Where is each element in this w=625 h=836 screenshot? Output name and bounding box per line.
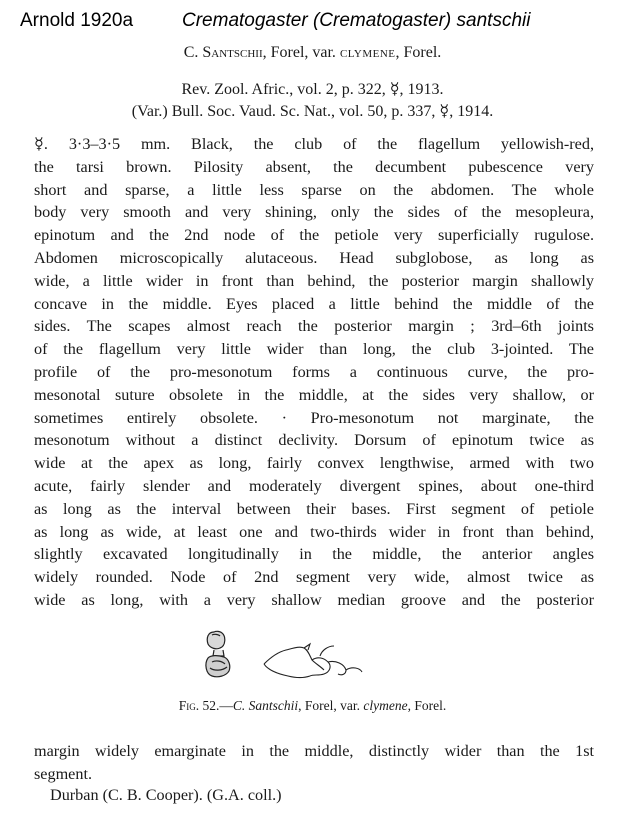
description-line: as long as wide, at least one and two-thirds wider in front than behind, bbox=[34, 522, 594, 541]
description-line: mesonotal suture obsolete in the middle, at the sides very shallow, or bbox=[34, 385, 594, 404]
description-line: wide as long, with a very shallow median groove and the posterior bbox=[34, 590, 594, 609]
continuation-paragraph bbox=[34, 740, 594, 786]
description-line: as long as the interval between their bases. First segment of petiole bbox=[34, 499, 594, 518]
species-title bbox=[0, 44, 625, 62]
description-paragraph bbox=[34, 133, 594, 612]
description-line: wide at the apex as long, fairly convex lengthwise, armed with two bbox=[34, 454, 594, 473]
title-species: Santschii bbox=[202, 44, 263, 61]
description-line: Abdomen microscopically alutaceous. Head subglobose, as long as bbox=[34, 248, 594, 267]
continuation-line: segment. bbox=[34, 764, 92, 783]
description-line: profile of the pro-mesonotum forms a continuous curve, the pro- bbox=[34, 362, 594, 381]
description-line: sometimes entirely obsolete. · Pro-mesonotum not marginate, the bbox=[34, 408, 594, 427]
caption-species: C. Santschii bbox=[232, 698, 299, 713]
description-line: sides. The scapes almost reach the posterior margin ; 3rd–6th joints bbox=[34, 317, 594, 336]
description-line: the tarsi brown. Pilosity absent, the decumbent pubescence very bbox=[34, 157, 594, 176]
title-genus: C. bbox=[183, 44, 199, 61]
locality-line: Durban (C. B. Cooper). (G.A. coll.) bbox=[50, 786, 282, 804]
description-line: acute, fairly slender and moderately divergent spines, about one-third bbox=[34, 476, 594, 495]
petiole-sketch bbox=[206, 631, 230, 676]
header-author: Arnold 1920a bbox=[20, 10, 134, 31]
caption-variety: clymene bbox=[363, 698, 408, 713]
caption-tail: , Forel. bbox=[407, 698, 447, 713]
citation-1: Rev. Zool. Afric., vol. 2, p. 322, ☿, 1913. bbox=[181, 81, 444, 98]
title-variety: clymene bbox=[339, 44, 396, 61]
figure-caption bbox=[0, 698, 625, 714]
description-line: slightly excavated longitudinally in the middle, the anterior angles bbox=[34, 545, 594, 564]
description-line: widely rounded. Node of 2nd segment very wide, almost twice as bbox=[34, 568, 594, 587]
title-tail: , Forel. bbox=[395, 44, 442, 61]
header-taxon: Crematogaster (Crematogaster) santschii bbox=[182, 10, 531, 31]
description-line: ☿. 3·3–3·5 mm. Black, the club of the flagellum yellowish-red, bbox=[34, 135, 594, 153]
caption-mid: , Forel, var. bbox=[298, 698, 364, 713]
description-line: concave in the middle. Eyes placed a little behind the middle of the bbox=[34, 294, 594, 313]
profile-sketch bbox=[264, 644, 362, 678]
caption-label: Fig. 52. bbox=[178, 698, 220, 713]
continuation-line: margin widely emarginate in the middle, distinctly wider than the 1st bbox=[34, 742, 594, 760]
description-line: wide, a little wider in front than behind, the posterior margin shallowly bbox=[34, 271, 594, 290]
description-line: epinotum and the 2nd node of the petiole very superficially rugulose. bbox=[34, 226, 594, 245]
description-line: body very smooth and very shining, only the sides of the mesopleura, bbox=[34, 203, 594, 222]
title-mid: , Forel, var. bbox=[262, 44, 336, 61]
caption-dash: — bbox=[219, 698, 233, 713]
description-line: of the flagellum very little wider than long, the club 3-jointed. The bbox=[34, 340, 594, 359]
description-line: short and sparse, a little less sparse on the abdomen. The whole bbox=[34, 180, 594, 199]
description-line: mesonotum without a distinct declivity. Dorsum of epinotum twice as bbox=[34, 431, 594, 450]
citation-2: (Var.) Bull. Soc. Vaud. Sc. Nat., vol. 50, p. 337, ☿, 1914. bbox=[131, 103, 494, 120]
ant-figure bbox=[200, 626, 400, 686]
